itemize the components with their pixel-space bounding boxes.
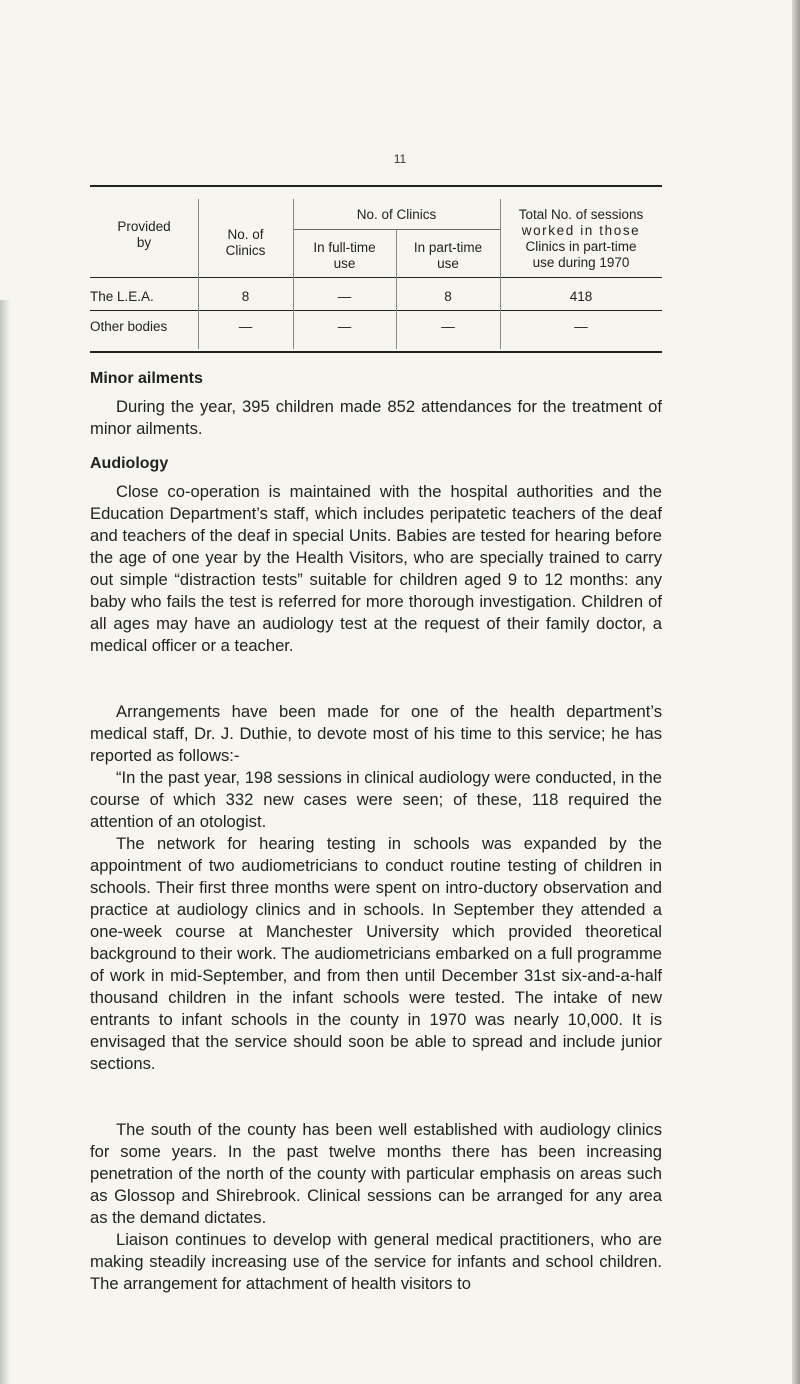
header-group-no-of-clinics: No. of Clinics [356,207,437,222]
table-row-lea-sessions: 418 [569,289,593,304]
header-line: use during 1970 [532,255,630,270]
header-line: Clinics [225,243,266,258]
table-row-other-full-time: — [337,319,352,334]
header-line: use [333,256,356,271]
audiology-paragraph: The south of the county has been well established with audiology clinics for some years. In the past twelve months there has been increasing penetration of the north of the county with particular emphasis on areas such as Glossop and Shirebrook. Clinical sessions can be arranged for any area as the demand dictates. [90,1120,662,1227]
audiology-paragraph: Arrangements have been made for one of the health department’s medical staff, Dr. J. Duthie, to devote most of his time to this service; he has reported as follows:- [90,702,662,765]
audiology-heading: Audiology [90,455,169,472]
row-divider-rule [90,310,662,311]
clinics-table [90,185,662,355]
table-row-lea-provider: The L.E.A. [90,289,154,304]
table-row-other-part-time: — [441,319,455,334]
header-line: worked in those [521,223,641,238]
audiology-paragraph: Liaison continues to develop with general medical practitioners, who are making steadily increasing use of the service for infants and school children. The arrangement for attachment of health visitors to [90,1230,662,1293]
header-line: Provided [117,219,171,234]
table-row-other-clinics: — [238,319,253,334]
audiology-paragraph: Close co-operation is maintained with the hospital authorities and the Education Department’s staff, which includes peripatetic teachers of the deaf and teachers of the deaf in special Units. Babies are tested for hearing before the age of one year by the Health Visitors, who are specially trained to carry out simple “distraction tests” suitable for children aged 9 to 12 months: any baby who fails the test is referred for more thorough investigation. Children of all ages may have an audiology test at the request of their family doctor, a medical officer or a teacher. [90,482,662,655]
page-number: 11 [393,152,407,166]
header-part-time [396,240,500,272]
header-bottom-rule [90,277,662,278]
minor-ailments-heading: Minor ailments [90,370,203,387]
header-provided-by [90,219,198,251]
audiology-paragraph: “In the past year, 198 sessions in clinical audiology were conducted, in the course of which 332 new cases were seen; of these, 118 required the attention of an otologist. [90,768,662,831]
header-line: by [136,235,152,250]
minor-ailments-paragraph: During the year, 395 children made 852 attendances for the treatment of minor ailments. [90,397,662,438]
header-no-of-clinics [198,227,293,259]
header-line: Total No. of sessions [518,207,644,222]
header-full-time [293,240,396,272]
table-row-other-sessions: — [574,319,588,334]
table-top-rule [90,185,662,187]
header-line: use [437,256,459,271]
header-line: In part-time [413,240,483,255]
header-line: No. of [227,227,264,242]
header-total-sessions [500,207,662,271]
binding-edge-shadow [0,300,10,1384]
header-line: Clinics in part-time [525,239,637,254]
table-row-other-provider: Other bodies [90,319,168,334]
header-line: In full-time [313,240,376,255]
table-row-lea-clinics: 8 [241,289,250,304]
table-bottom-rule [90,351,662,353]
audiology-paragraph: The network for hearing testing in schools was expanded by the appointment of two audiometricians to conduct routine testing of children in schools. Their first three months were spent on intro-ductory observation and practice at audiology clinics and in schools. In September they attended a one-week course at Manchester University which provided theoretical background to their work. The audiometricians embarked on a full programme of work in mid-September, and from then until December 31st six-and-a-half thousand children in the infant schools were tested. The intake of new entrants to infant schools in the county in 1970 was nearly 10,000. It is envisaged that the service should soon be able to spread and include junior sections. [90,834,662,1073]
page-edge-shadow [792,0,800,1384]
table-row-lea-part-time: 8 [444,289,452,304]
table-row-lea-full-time: — [337,289,352,304]
